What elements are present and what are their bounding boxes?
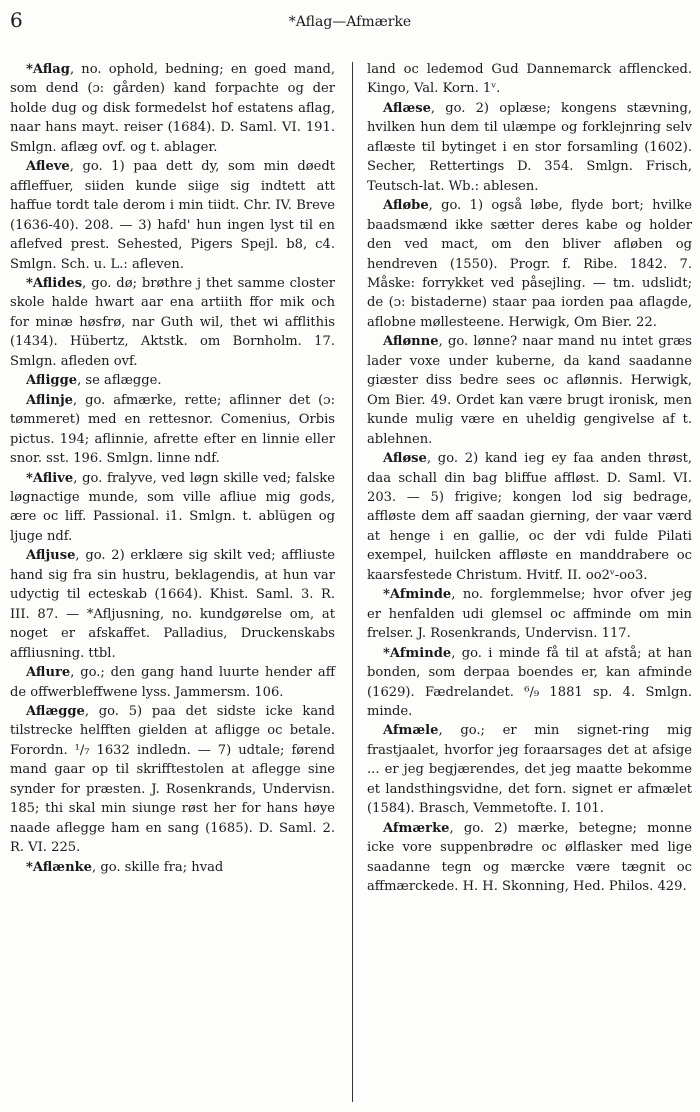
dictionary-entry — [10, 663, 335, 702]
dictionary-entry — [10, 469, 335, 547]
entry-text: , go. skille fra; hvad — [92, 859, 224, 875]
entry-text: , no. forglemmelse; hvor ofver jeg er henfalden udi glemsel oc affminde om min frelser. J. Rosenkrands, Undervisn. 117. — [367, 587, 692, 642]
entry-headword: Aflæse — [383, 100, 431, 116]
entry-text: , go. 2) erklære sig skilt ved; affliuste hand sig fra sin hustru, beklagendis, at hun var udyctig til ecteskab (1664). Khist. Saml. 3. R. III. 87. — *Afljusning, no. kundgørelse om, at noget er afskaffet. Palladius, Druckenskabs affliusning. ttbl. — [10, 548, 335, 661]
entry-text: , go. 5) paa det sidste icke kand tilstrecke helfften gielden at afligge oc betale. Forordn. ¹/₇ 1632 indledn. — 7) udtale; førend mand gaar op til skrifftestolen at aflegge sine synder for præsten. J. Rosenkrands, Undervisn. 185; thi skal min siunge røst her for hans høye naade aflegge ham en sang (1685). D. Saml. 2. R. VI. 225. — [10, 703, 335, 856]
dictionary-entry — [367, 644, 692, 722]
page-number: 6 — [10, 8, 23, 32]
dictionary-entry — [367, 819, 692, 897]
dictionary-entry — [10, 858, 335, 877]
entry-text: , go. 2) mærke, betegne; monne icke vore suppenbrødre oc ølflasker med lige saadanne tegn og mærcke være tægnit oc affmærckede. H. H. Skonning, Hed. Philos. 429. — [367, 820, 692, 895]
running-head: *Aflag—Afmærke — [288, 14, 412, 30]
entry-text: , se aflægge. — [77, 373, 162, 389]
entry-text: , go.; den gang hand luurte hender aff de offwerbleffwene lyss. Jammersm. 106. — [10, 665, 335, 700]
entry-headword: *Afminde — [383, 645, 452, 661]
entry-headword: Afløbe — [383, 198, 429, 214]
entry-headword: Aflure — [26, 665, 71, 681]
entry-text: , go. i minde få til at afstå; at han bonden, som derpaa boendes er, kan afminde (1629). Fædrelandet. ⁶/₉ 1881 sp. 4. Smlgn. minde. — [367, 645, 692, 719]
dictionary-entry — [10, 702, 335, 858]
entry-text: land oc ledemod Gud Dannemarck afflencked. Kingo, Val. Korn. 1ᵛ. — [367, 62, 692, 97]
right-column — [367, 60, 692, 896]
column-divider — [352, 62, 353, 1102]
entry-text: , go.; er min signet-ring mig frastjaalet, hvorfor jeg foraarsages det at afsige ... er jeg begjærendes, det jeg maatte bekomme et landsthingsvidne, det forn. signet er afmælet (1584). Brasch, Vemmetofte. I. 101. — [367, 723, 692, 817]
entry-headword: Afligge — [26, 373, 78, 389]
entry-headword: Afljuse — [26, 548, 76, 564]
dictionary-entry — [10, 157, 335, 274]
dictionary-entry — [10, 391, 335, 469]
entry-text: , go. 1) også løbe, flyde bort; hvilke baadsmænd ikke sætter deres kabe og holder den ved mact, om den bliver afløben og hendreven (1550). Progr. f. Ribe. 1842. 7. Måske: forrykket ved påsejling. — tm. udslidt; de (ɔ: bistaderne) staar paa iorden paa aflagde, aflobne møllesteene. Herwigk, Om Bier. 22. — [367, 198, 692, 330]
entry-text: , go. 1) paa dett dy, som min døedt affleffuer, siiden kunde siige sig indtett att haffue tordt tale derom i min tiidt. Chr. IV. Breve (1636-40). 208. — 3) hafd' hun ingen lyst til en aflefved prest. Sehested, Pigers Spejl. b8, c4. Smlgn. Sch. u. L.: afleven. — [10, 159, 335, 272]
dictionary-entry — [367, 60, 692, 99]
entry-text: , go. 2) oplæse; kongens stævning, hvilken hun dem til ulæmpe og forklejnring selv aflæste til bytinget i en stor forsamling (1602). Secher, Rettertings D. 354. Smlgn. Frisch, Teutsch-lat. Wb.: ablesen. — [367, 100, 692, 194]
entry-headword: Afmæle — [383, 723, 439, 739]
entry-text: , no. ophold, bedning; en goed mand, som dend (ɔ: gården) kand forpachte og der holde dug og disk formedelst hof estatens aflag, naar hans mayt. reiser (1684). D. Saml. VI. 191. Smlgn. aflæg ovf. og t. ablager. — [10, 62, 335, 155]
entry-headword: Afmærke — [383, 820, 450, 836]
entry-text: , go. afmærke, rette; aflinner det (ɔ: tømmeret) med en rettesnor. Comenius, Orbis pictus. 194; aflinnie, afrette efter en linnie eller snor. sst. 196. Smlgn. linne ndf. — [10, 392, 335, 467]
dictionary-entry — [10, 60, 335, 157]
dictionary-entry — [10, 546, 335, 663]
left-column — [10, 60, 335, 877]
entry-headword: *Aflænke — [26, 859, 92, 875]
entry-headword: Afløse — [383, 451, 427, 467]
entry-headword: *Aflag — [26, 62, 70, 77]
entry-headword: *Aflides — [26, 275, 83, 291]
dictionary-entry — [367, 721, 692, 818]
entry-headword: Afleve — [26, 159, 70, 175]
entry-text: , go. dø; brøthre j thet samme closter skole halde hwart aar ena artiith ffor mik och for minæ høsfrø, nar Guth wil, thet wi afflithis (1434). Hübertz, Aktstk. om Bornholm. 17. Smlgn. afleden ovf. — [10, 275, 335, 369]
dictionary-entry — [367, 196, 692, 332]
dictionary-entry — [10, 371, 335, 390]
entry-headword: *Aflive — [26, 470, 74, 486]
entry-text: , go. lønne? naar mand nu intet græs lader voxe under kuberne, da kand saadanne giæster diss bedre sees oc aflønnis. Herwigk, Om Bier. 49. Ordet kan være brugt ironisk, men kunde mulig være en uheldig gengivelse af t. ablehnen. — [367, 334, 692, 447]
dictionary-entry — [367, 332, 692, 449]
entry-text: , go. 2) kand ieg ey faa anden thrøst, daa schall din bag bliffue affløst. D. Saml. VI. 203. — 5) frigive; kongen lod sig bedrage, affløste dem aff saadan gierning, der vaar værd at henge i en gallie, oc der vdi fulde Pilati exempel, huilcken affløste en manddrabere oc kaarsfestede Christum. Hvitf. II. oo2ᵛ-oo3. — [367, 451, 692, 583]
dictionary-entry — [10, 274, 335, 371]
dictionary-entry — [367, 99, 692, 196]
entry-headword: Aflinje — [26, 392, 74, 408]
entry-text: , go. fralyve, ved løgn skille ved; falske løgnactige munde, som ville afliue mig gods, ære oc liff. Passional. i1. Smlgn. t. ablügen og ljuge ndf. — [10, 470, 335, 544]
entry-headword: *Afminde — [383, 587, 452, 603]
dictionary-entry — [367, 449, 692, 585]
entry-headword: Aflægge — [26, 703, 85, 719]
dictionary-entry — [367, 585, 692, 643]
entry-headword: Aflønne — [383, 334, 439, 350]
page-header — [0, 8, 700, 38]
